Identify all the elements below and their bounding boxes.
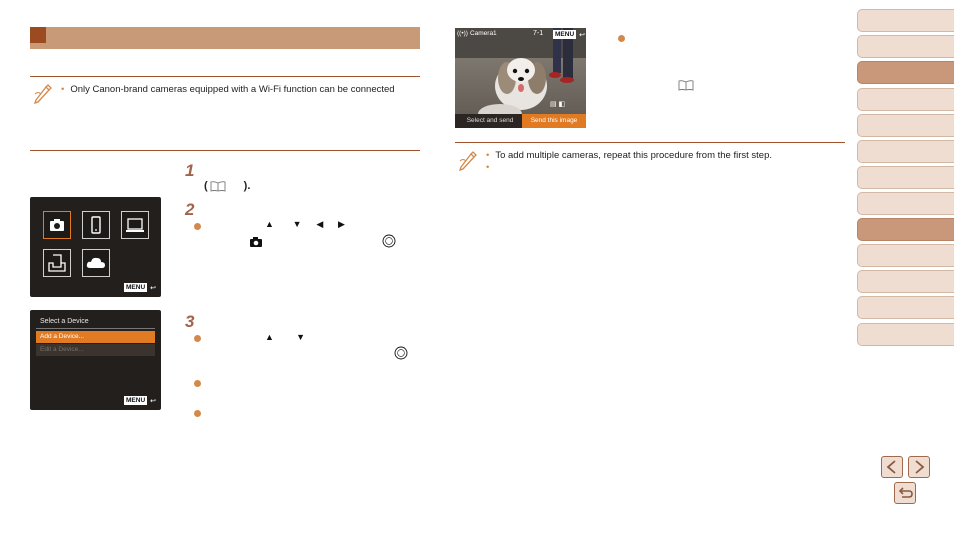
computer-icon <box>122 212 148 238</box>
preview-button-bar <box>455 114 586 128</box>
up-arrow-icon: ▲ <box>265 219 274 229</box>
image-counter: 7-1 <box>533 30 544 37</box>
section-header-marker <box>30 27 46 43</box>
note-right-rule <box>455 142 845 143</box>
camera-icon <box>44 212 70 238</box>
step-3-bullet-3 <box>194 410 201 417</box>
cloud-device-button[interactable] <box>82 249 110 277</box>
sidebar-tab-12[interactable] <box>857 296 954 319</box>
right-arrow-icon: ▶ <box>338 219 345 229</box>
note-right-line-1 <box>486 150 846 162</box>
note-right-line-2 <box>486 162 846 174</box>
select-device-screen <box>30 310 161 410</box>
sidebar-tab-7[interactable] <box>857 166 954 189</box>
printer-icon <box>44 250 70 276</box>
select-device-divider <box>36 328 155 329</box>
computer-device-button[interactable] <box>121 211 149 239</box>
note-top-text: Only Canon-brand cameras equipped with a Wi-Fi function can be connected <box>70 84 395 95</box>
camera-device-button[interactable] <box>43 211 71 239</box>
section-header-bar <box>30 27 420 49</box>
smartphone-device-button[interactable] <box>82 211 110 239</box>
note-top <box>61 84 421 96</box>
down-arrow-icon: ▼ <box>296 332 305 342</box>
smartphone-icon <box>83 212 109 238</box>
pencil-note-icon <box>457 149 477 171</box>
step-2-number: 2 <box>185 200 195 219</box>
return-button[interactable] <box>894 482 916 504</box>
dog-photo <box>455 28 586 128</box>
sidebar-tab-6[interactable] <box>857 140 954 163</box>
edit-device-item[interactable]: Edit a Device... <box>36 344 155 356</box>
camera-inline-icon <box>249 236 263 248</box>
book-reference-icon <box>678 79 694 91</box>
step-1-number: 1 <box>185 161 195 180</box>
select-and-send-button[interactable]: Select and send <box>466 117 514 124</box>
back-icon: ↩ <box>150 397 157 405</box>
step-2-arrow-keys <box>265 219 345 230</box>
image-send-preview-screen <box>455 28 586 128</box>
back-icon: ↩ <box>150 284 157 292</box>
image-quality-icon: ▤ ◧ <box>550 101 566 108</box>
cloud-icon <box>83 250 109 276</box>
device-type-screen <box>30 197 161 297</box>
up-arrow-icon: ▲ <box>265 332 274 342</box>
sidebar-tab-2[interactable] <box>857 35 954 58</box>
step-1-paren-close: ). <box>243 180 251 192</box>
back-icon: ↩ <box>579 31 586 39</box>
preview-bullet <box>618 35 625 42</box>
sidebar-tab-13[interactable] <box>857 323 954 346</box>
sidebar-tab-5[interactable] <box>857 114 954 137</box>
screen1-menu-back[interactable] <box>124 283 156 292</box>
step-2-bullet <box>194 223 201 230</box>
note-top-rule <box>30 76 420 77</box>
add-device-item[interactable]: Add a Device... <box>36 331 155 343</box>
down-arrow-icon: ▼ <box>292 219 302 229</box>
left-arrow-icon <box>882 457 902 477</box>
select-device-title: Select a Device <box>40 318 89 325</box>
left-arrow-icon: ◀ <box>316 219 324 229</box>
sidebar-tab-8[interactable] <box>857 192 954 215</box>
sidebar-tab-3[interactable] <box>857 61 954 84</box>
screen1-menu-label: MENU <box>126 284 146 291</box>
camera-name: Camera1 <box>469 30 497 37</box>
func-set-button-icon <box>382 234 396 248</box>
pencil-note-icon <box>32 82 52 104</box>
screen2-menu-back[interactable] <box>124 396 156 405</box>
previous-page-button[interactable] <box>881 456 903 478</box>
send-this-image-button[interactable]: Send this image <box>522 114 586 128</box>
step-1-paren-open: ( <box>204 180 208 192</box>
preview-menu-label: MENU <box>555 31 575 38</box>
func-set-button-icon <box>394 346 408 360</box>
printer-device-button[interactable] <box>43 249 71 277</box>
note-right-text-1: To add multiple cameras, repeat this procedure from the first step. <box>495 150 773 161</box>
sidebar-tab-1[interactable] <box>857 9 954 32</box>
right-arrow-icon <box>909 457 929 477</box>
steps-top-rule <box>30 150 420 151</box>
sidebar-tab-10[interactable] <box>857 244 954 267</box>
note-right-bullet-1: • <box>486 150 490 161</box>
next-page-button[interactable] <box>908 456 930 478</box>
preview-menu-back[interactable] <box>553 30 585 39</box>
step-3-bullet-1 <box>194 335 201 342</box>
sidebar-tab-4[interactable] <box>857 88 954 111</box>
step-3-arrow-keys <box>265 332 305 342</box>
screen2-menu-label: MENU <box>126 397 146 404</box>
note-right-bullet-2: • <box>486 162 490 173</box>
book-reference-icon <box>210 180 226 192</box>
camera-connection-label <box>457 30 497 37</box>
step-3-number: 3 <box>185 312 195 331</box>
note-right <box>486 150 846 174</box>
sidebar-tab-11[interactable] <box>857 270 954 293</box>
sidebar-tab-9[interactable] <box>857 218 954 241</box>
wifi-icon: ((•)) <box>457 30 468 37</box>
step-3-bullet-2 <box>194 380 201 387</box>
step-1-page-ref <box>204 180 250 192</box>
note-top-bullet: • <box>61 84 65 95</box>
return-icon <box>895 483 915 503</box>
